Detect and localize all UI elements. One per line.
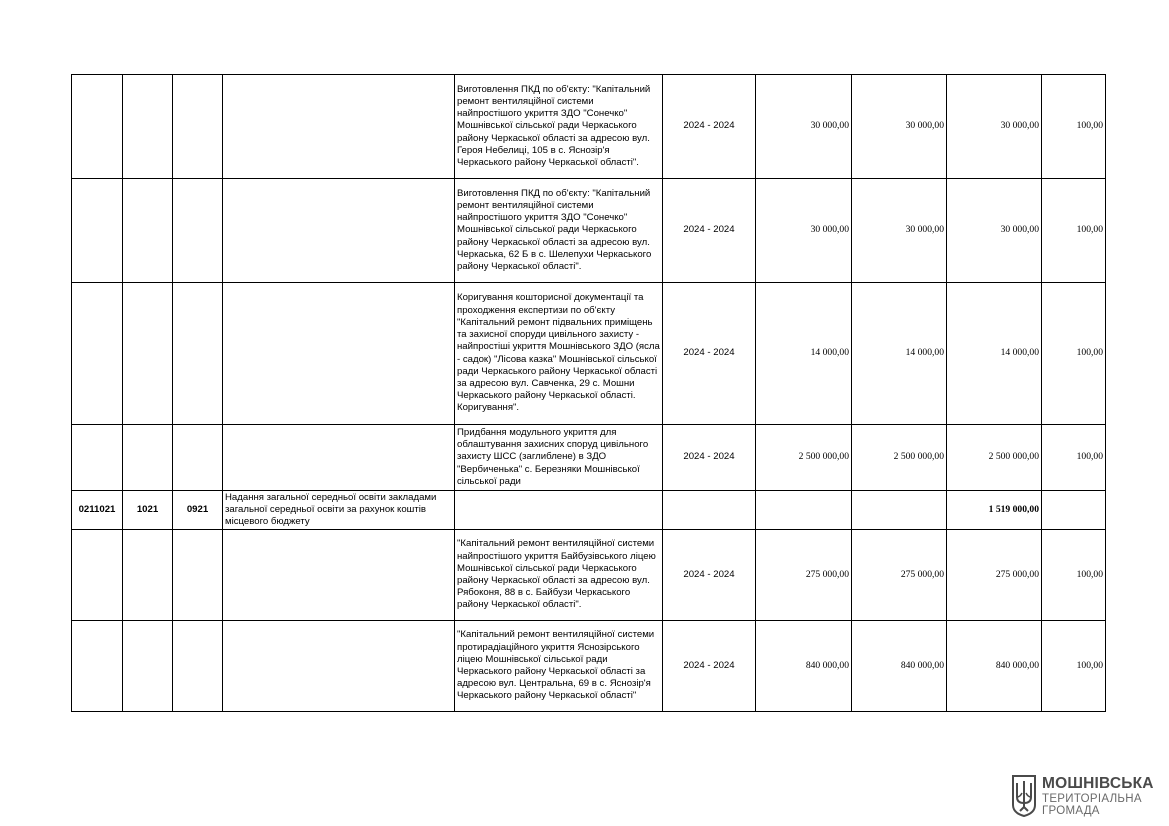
fkvk-code-cell — [173, 530, 223, 621]
readiness-percent-cell: 100,00 — [1042, 425, 1106, 491]
logo-title: МОШНІВСЬКА — [1042, 775, 1154, 792]
program-code-cell — [72, 179, 123, 283]
program-code-cell — [72, 75, 123, 179]
period-cell: 2024 - 2024 — [663, 425, 756, 491]
table-row — [72, 425, 1106, 491]
program-name-cell: Надання загальної середньої освіти закладами загальної середньої освіти за рахунок коштів місцевого бюджету — [223, 491, 455, 530]
fkvk-code-cell — [173, 179, 223, 283]
object-description-cell: Виготовлення ПКД по об'єкту: "Капітальний ремонт вентиляційної системи найпростішого укриття ЗДО "Сонечко" Мошнівської сільської ради Черкаського району Черкаської області за адресою вул. Черкаська, 62 Б в с. Шелепухи Черкаського району Черкаської області". — [455, 179, 663, 283]
tpkvk-code-cell — [123, 530, 173, 621]
program-code-cell — [72, 425, 123, 491]
program-name-cell — [223, 179, 455, 283]
table-row — [72, 491, 1106, 530]
budget-amount-cell: 14 000,00 — [852, 283, 947, 425]
budget-amount-cell — [852, 491, 947, 530]
object-description-cell — [455, 491, 663, 530]
planned-amount-cell: 30 000,00 — [947, 75, 1042, 179]
period-cell: 2024 - 2024 — [663, 530, 756, 621]
table-row — [72, 283, 1106, 425]
table-row — [72, 530, 1106, 621]
logo-subtitle-1: ТЕРИТОРІАЛЬНА — [1042, 793, 1142, 805]
table-row — [72, 621, 1106, 712]
object-description-cell: "Капітальний ремонт вентиляційної системи найпростішого укриття Байбузівського ліцею Мошнівської сільської ради Черкаського району Черкаської області за адресою вул. Рябоконя, 88 в с. Байбузи Черкаського району Черкаської області". — [455, 530, 663, 621]
total-cost-cell — [756, 491, 852, 530]
readiness-percent-cell: 100,00 — [1042, 283, 1106, 425]
object-description-cell: "Капітальний ремонт вентиляційної системи протирадіаційного укриття Яснозірського ліцею Мошнівської сільської ради Черкаського району Черкаської області за адресою вул. Центральна, 69 в с. Яснозір'я Черкаського району Черкаської області" — [455, 621, 663, 712]
program-name-cell — [223, 75, 455, 179]
object-description-cell: Придбання модульного укриття для облаштування захисних споруд цивільного захисту ШСС (заглиблене) в ЗДО "Вербиченька" с. Березняки Мошнівської сільської ради — [455, 425, 663, 491]
program-code-cell — [72, 283, 123, 425]
period-cell: 2024 - 2024 — [663, 283, 756, 425]
program-code-cell — [72, 530, 123, 621]
total-cost-cell: 275 000,00 — [756, 530, 852, 621]
total-cost-cell: 30 000,00 — [756, 179, 852, 283]
logo-subtitle-2: ГРОМАДА — [1042, 805, 1100, 817]
tpkvk-code-cell — [123, 179, 173, 283]
tpkvk-code-cell — [123, 621, 173, 712]
fkvk-code-cell — [173, 283, 223, 425]
readiness-percent-cell: 100,00 — [1042, 179, 1106, 283]
period-cell — [663, 491, 756, 530]
program-name-cell — [223, 530, 455, 621]
total-cost-cell: 2 500 000,00 — [756, 425, 852, 491]
table-row — [72, 179, 1106, 283]
object-description-cell: Коригування кошторисної документації та проходження експертизи по об'єкту "Капітальний ремонт підвальних приміщень та захисної споруди цивільного захисту - найпростіші укриття Мошнівського ЗДО (ясла - садок) "Лісова казка" Мошнівської сільської ради Черкаського району Черкаської області за адресою вул. Савченка, 29 с. Мошни Черкаського району Черкаської області. Коригування". — [455, 283, 663, 425]
budget-table — [71, 74, 1106, 712]
program-code-cell: 0211021 — [72, 491, 123, 530]
tpkvk-code-cell — [123, 75, 173, 179]
fkvk-code-cell — [173, 425, 223, 491]
budget-amount-cell: 840 000,00 — [852, 621, 947, 712]
tpkvk-code-cell — [123, 425, 173, 491]
program-name-cell — [223, 425, 455, 491]
tpkvk-code-cell: 1021 — [123, 491, 173, 530]
planned-amount-cell: 2 500 000,00 — [947, 425, 1042, 491]
tpkvk-code-cell — [123, 283, 173, 425]
trident-emblem-icon — [1011, 775, 1037, 817]
total-cost-cell: 840 000,00 — [756, 621, 852, 712]
readiness-percent-cell: 100,00 — [1042, 75, 1106, 179]
fkvk-code-cell — [173, 75, 223, 179]
total-cost-cell: 14 000,00 — [756, 283, 852, 425]
budget-amount-cell: 30 000,00 — [852, 179, 947, 283]
planned-amount-cell: 30 000,00 — [947, 179, 1042, 283]
fkvk-code-cell — [173, 621, 223, 712]
period-cell: 2024 - 2024 — [663, 621, 756, 712]
total-cost-cell: 30 000,00 — [756, 75, 852, 179]
readiness-percent-cell: 100,00 — [1042, 621, 1106, 712]
community-logo — [1011, 775, 1156, 817]
table-row — [72, 75, 1106, 179]
fkvk-code-cell: 0921 — [173, 491, 223, 530]
program-name-cell — [223, 283, 455, 425]
planned-amount-cell: 275 000,00 — [947, 530, 1042, 621]
period-cell: 2024 - 2024 — [663, 75, 756, 179]
readiness-percent-cell — [1042, 491, 1106, 530]
budget-amount-cell: 275 000,00 — [852, 530, 947, 621]
object-description-cell: Виготовлення ПКД по об'єкту: "Капітальний ремонт вентиляційної системи найпростішого укриття ЗДО "Сонечко" Мошнівської сільської ради Черкаського району Черкаської області за адресою вул. Героя Небелиці, 105 в с. Яснозір'я Черкаського району Черкаської області". — [455, 75, 663, 179]
budget-amount-cell: 30 000,00 — [852, 75, 947, 179]
period-cell: 2024 - 2024 — [663, 179, 756, 283]
planned-amount-cell: 14 000,00 — [947, 283, 1042, 425]
planned-amount-cell: 840 000,00 — [947, 621, 1042, 712]
planned-amount-cell: 1 519 000,00 — [947, 491, 1042, 530]
readiness-percent-cell: 100,00 — [1042, 530, 1106, 621]
budget-amount-cell: 2 500 000,00 — [852, 425, 947, 491]
program-code-cell — [72, 621, 123, 712]
program-name-cell — [223, 621, 455, 712]
